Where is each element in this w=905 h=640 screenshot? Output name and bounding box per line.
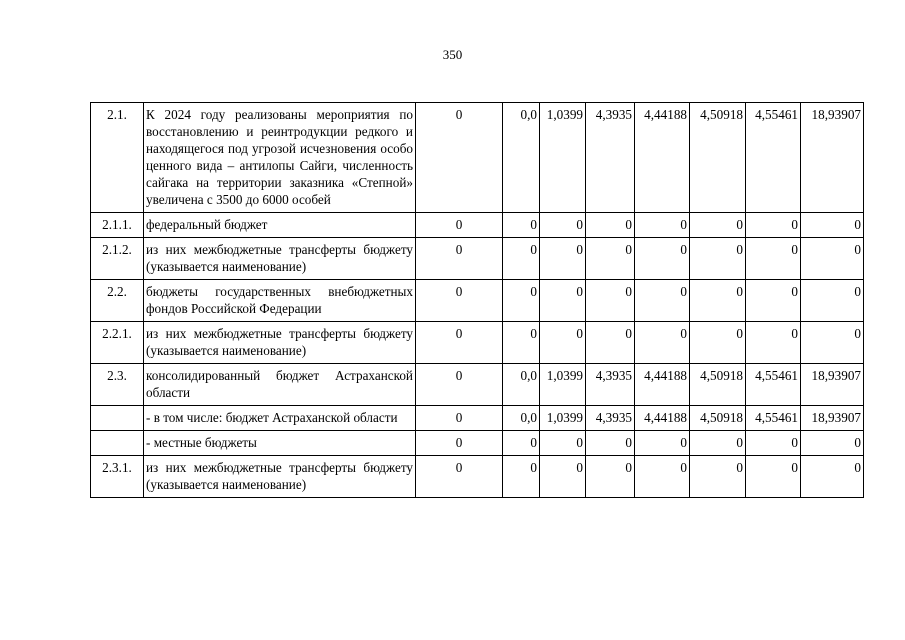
value-cell: 0 bbox=[540, 280, 586, 322]
table-row bbox=[91, 213, 864, 238]
value-cell: 0 bbox=[801, 213, 864, 238]
value-cell: 4,50918 bbox=[690, 406, 746, 431]
value-cell: 4,55461 bbox=[746, 103, 801, 213]
table-row bbox=[91, 431, 864, 456]
value-cell: 0 bbox=[503, 431, 540, 456]
row-description: из них межбюджетные трансферты бюджету (указывается наименование) bbox=[144, 322, 416, 364]
value-cell: 1,0399 bbox=[540, 103, 586, 213]
value-cell: 1,0399 bbox=[540, 406, 586, 431]
value-cell: 4,55461 bbox=[746, 364, 801, 406]
value-cell: 0 bbox=[540, 431, 586, 456]
value-cell: 0,0 bbox=[503, 364, 540, 406]
value-cell: 0 bbox=[503, 322, 540, 364]
value-cell: 0 bbox=[801, 322, 864, 364]
value-cell: 4,50918 bbox=[690, 364, 746, 406]
table-row bbox=[91, 103, 864, 213]
value-cell: 0 bbox=[503, 238, 540, 280]
row-number: 2.1.2. bbox=[91, 238, 144, 280]
value-cell: 0 bbox=[801, 456, 864, 498]
row-number: 2.1. bbox=[91, 103, 144, 213]
value-cell: 4,44188 bbox=[635, 364, 690, 406]
value-cell: 0 bbox=[540, 238, 586, 280]
value-cell: 0 bbox=[416, 431, 503, 456]
row-description: - местные бюджеты bbox=[144, 431, 416, 456]
value-cell: 4,3935 bbox=[586, 103, 635, 213]
value-cell: 0 bbox=[416, 103, 503, 213]
table-row bbox=[91, 238, 864, 280]
value-cell: 0 bbox=[635, 280, 690, 322]
value-cell: 1,0399 bbox=[540, 364, 586, 406]
value-cell: 4,55461 bbox=[746, 406, 801, 431]
value-cell: 0 bbox=[746, 456, 801, 498]
value-cell: 4,3935 bbox=[586, 364, 635, 406]
row-description: консолидированный бюджет Астраханской области bbox=[144, 364, 416, 406]
row-description: - в том числе: бюджет Астраханской области bbox=[144, 406, 416, 431]
value-cell: 0 bbox=[635, 322, 690, 364]
value-cell: 4,3935 bbox=[586, 406, 635, 431]
value-cell: 18,93907 bbox=[801, 364, 864, 406]
row-number: 2.1.1. bbox=[91, 213, 144, 238]
value-cell: 0 bbox=[746, 213, 801, 238]
row-number bbox=[91, 406, 144, 431]
table-row bbox=[91, 280, 864, 322]
value-cell: 18,93907 bbox=[801, 406, 864, 431]
table-row bbox=[91, 364, 864, 406]
value-cell: 0 bbox=[586, 322, 635, 364]
row-number: 2.2. bbox=[91, 280, 144, 322]
table-row bbox=[91, 456, 864, 498]
row-description: федеральный бюджет bbox=[144, 213, 416, 238]
value-cell: 0 bbox=[690, 431, 746, 456]
table-body bbox=[91, 103, 864, 498]
value-cell: 0 bbox=[801, 280, 864, 322]
value-cell: 0 bbox=[586, 431, 635, 456]
value-cell: 4,44188 bbox=[635, 406, 690, 431]
value-cell: 0 bbox=[416, 406, 503, 431]
row-number: 2.2.1. bbox=[91, 322, 144, 364]
row-number: 2.3.1. bbox=[91, 456, 144, 498]
value-cell: 0 bbox=[586, 280, 635, 322]
value-cell: 0 bbox=[801, 238, 864, 280]
page-number: 350 bbox=[442, 47, 463, 62]
value-cell: 0 bbox=[690, 322, 746, 364]
row-number: 2.3. bbox=[91, 364, 144, 406]
value-cell: 0 bbox=[503, 213, 540, 238]
value-cell: 0 bbox=[690, 456, 746, 498]
value-cell: 0 bbox=[503, 456, 540, 498]
value-cell: 0 bbox=[416, 322, 503, 364]
row-description: из них межбюджетные трансферты бюджету (указывается наименование) bbox=[144, 456, 416, 498]
value-cell: 0 bbox=[690, 280, 746, 322]
value-cell: 0 bbox=[503, 280, 540, 322]
value-cell: 0 bbox=[586, 213, 635, 238]
value-cell: 0 bbox=[746, 322, 801, 364]
value-cell: 0 bbox=[540, 456, 586, 498]
row-description: из них межбюджетные трансферты бюджету (указывается наименование) bbox=[144, 238, 416, 280]
budget-table bbox=[90, 102, 864, 498]
table-row bbox=[91, 406, 864, 431]
table-row bbox=[91, 322, 864, 364]
value-cell: 0,0 bbox=[503, 406, 540, 431]
value-cell: 0 bbox=[635, 238, 690, 280]
row-description: бюджеты государственных внебюджетных фондов Российской Федерации bbox=[144, 280, 416, 322]
value-cell: 0 bbox=[416, 213, 503, 238]
value-cell: 0 bbox=[540, 213, 586, 238]
value-cell: 0 bbox=[801, 431, 864, 456]
value-cell: 0 bbox=[635, 431, 690, 456]
value-cell: 0 bbox=[416, 456, 503, 498]
value-cell: 0 bbox=[746, 238, 801, 280]
value-cell: 0 bbox=[635, 213, 690, 238]
value-cell: 0 bbox=[586, 238, 635, 280]
value-cell: 0 bbox=[416, 280, 503, 322]
value-cell: 0 bbox=[416, 238, 503, 280]
value-cell: 4,50918 bbox=[690, 103, 746, 213]
value-cell: 0,0 bbox=[503, 103, 540, 213]
value-cell: 0 bbox=[746, 280, 801, 322]
value-cell: 0 bbox=[586, 456, 635, 498]
row-description: К 2024 году реализованы мероприятия по восстановлению и реинтродукции редкого и находящегося под угрозой исчезновения особо ценного вида – антилопы Сайги, численность сайгака на территории заказника «Степной» увеличена с 3500 до 6000 особей bbox=[144, 103, 416, 213]
row-number bbox=[91, 431, 144, 456]
value-cell: 0 bbox=[416, 364, 503, 406]
value-cell: 0 bbox=[690, 213, 746, 238]
value-cell: 0 bbox=[540, 322, 586, 364]
value-cell: 0 bbox=[746, 431, 801, 456]
value-cell: 4,44188 bbox=[635, 103, 690, 213]
value-cell: 0 bbox=[635, 456, 690, 498]
value-cell: 0 bbox=[690, 238, 746, 280]
value-cell: 18,93907 bbox=[801, 103, 864, 213]
